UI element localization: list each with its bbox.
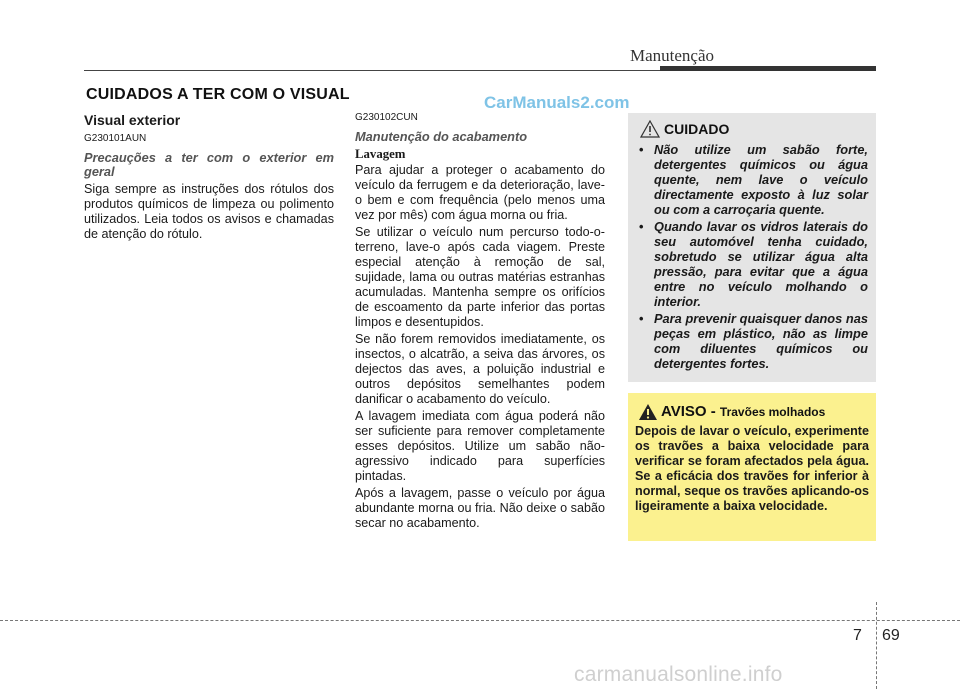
warning-triangle-icon — [638, 403, 658, 426]
caution-item: • Não utilize um sabão forte, detergentes químicos ou água quente, nem lave o veículo directamente exposto à luz solar ou com a carroçaria quente. — [634, 142, 868, 217]
paragraph: Para ajudar a proteger o acabamento do veículo da ferrugem e da deterioração, lave-o bem e com frequência (pelo menos uma vez por mês) com água morna ou fria. — [355, 163, 605, 222]
subheading-finish-maintenance: Manutenção do acabamento — [355, 129, 528, 144]
paragraph: Siga sempre as instruções dos rótulos dos produtos químicos de limpeza ou polimento utilizados. Leia todos os avisos e chamadas de atenção do rótulo. — [84, 182, 334, 241]
header-rule-accent — [660, 66, 876, 71]
caution-list — [634, 142, 868, 373]
left-column — [84, 112, 334, 244]
footer-rule — [0, 620, 960, 621]
paragraph: A lavagem imediata com água poderá não ser suficiente para remover completamente esses depósitos. Utilize um sabão não-agressivo indicado para superfícies pintadas. — [355, 409, 605, 483]
warning-box — [628, 393, 876, 541]
watermark-top: CarManuals2.com — [484, 93, 630, 112]
paragraph: Se utilizar o veículo num percurso todo-o-terreno, lave-o após cada viagem. Preste especial atenção à remoção de sal, sujidade, lama ou outras matérias estranhas acumuladas. Mantenha sempre os orifícios de escoamento da parte inferior das portas limpos e desentupidos. — [355, 225, 605, 329]
label-washing: Lavagem — [355, 147, 406, 161]
caution-item: • Para prevenir quaisquer danos nas peças em plástico, não as limpe com diluentes químicos ou detergentes fortes. — [634, 311, 868, 371]
section-header: Manutenção — [630, 46, 715, 65]
warning-body: Depois de lavar o veículo, experimente os travões a baixa velocidade para verificar se foram afectados pela água. Se a eficácia dos travões for inferior à normal, seque os travões aplicando-os ligeiramente a baixa velocidade. — [635, 424, 869, 513]
section-heading-visual-exterior: Visual exterior — [84, 112, 181, 128]
paragraph: Se não forem removidos imediatamente, os insectos, o alcatrão, a seiva das árvores, os dejectos das aves, a poluição industrial e outros depósitos semelhantes podem danificar o acabamento do veículo. — [355, 332, 605, 406]
warning-label: AVISO — [661, 403, 707, 420]
footer-divider — [876, 602, 877, 689]
section-code: G230101AUN — [84, 133, 147, 144]
paragraph: Após a lavagem, passe o veículo por água abundante morna ou fria. Não deixe o sabão secar no acabamento. — [355, 486, 605, 530]
warning-subtitle: Travões molhados — [719, 405, 826, 419]
caution-title: CUIDADO — [664, 121, 730, 137]
chapter-number: 7 — [853, 627, 862, 644]
watermark-bottom: carmanualsonline.info — [574, 663, 783, 686]
caution-item: • Quando lavar os vidros laterais do seu automóvel tenha cuidado, sobretudo se utilizar água alta pressão, para evitar que a água entre no veículo molhando o interior. — [634, 219, 868, 309]
warning-title — [661, 403, 825, 420]
subheading-exterior-precautions: Precauções a ter com o exterior em geral — [84, 150, 334, 179]
caution-box — [628, 113, 876, 382]
caution-triangle-icon — [640, 120, 660, 143]
page-number: 69 — [882, 627, 900, 644]
section-code: G230102CUN — [355, 112, 418, 123]
middle-column — [355, 112, 605, 533]
chapter-title: CUIDADOS A TER COM O VISUAL — [86, 86, 350, 103]
warning-separator: - — [706, 403, 720, 420]
